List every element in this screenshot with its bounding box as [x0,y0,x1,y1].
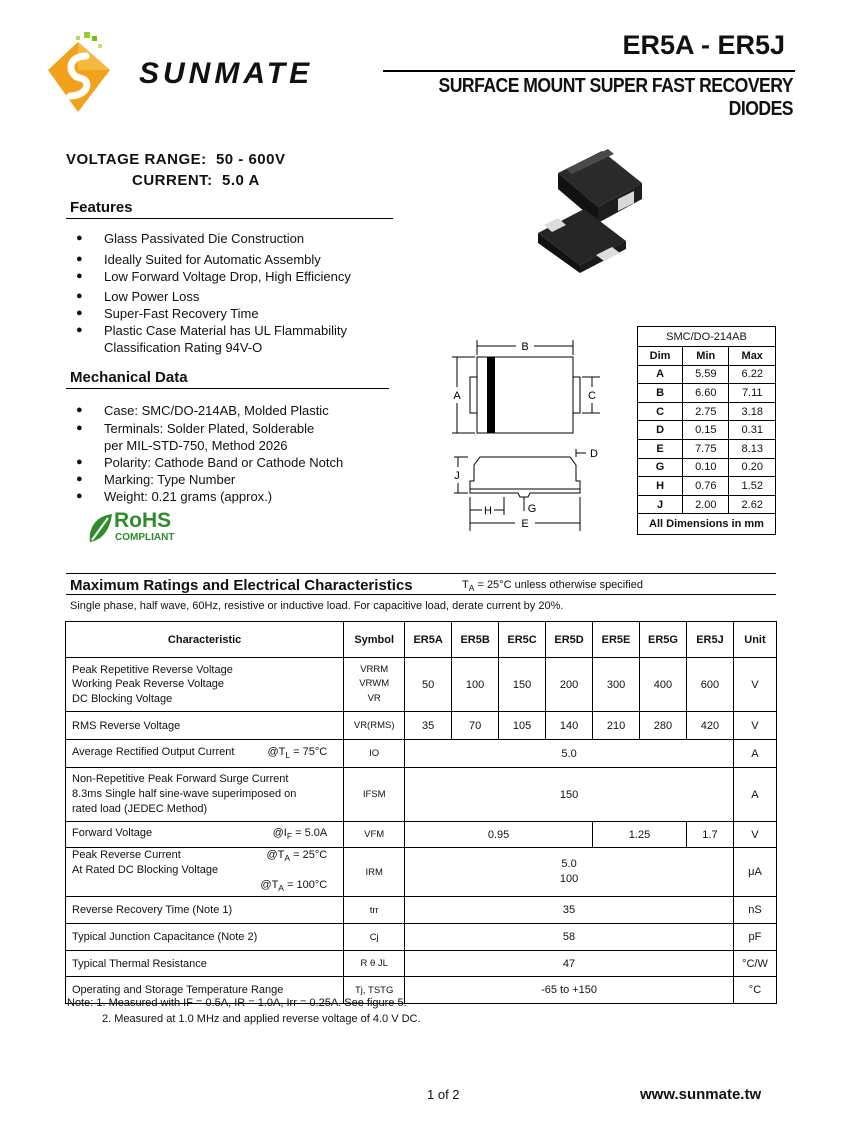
features-heading: Features [70,199,133,216]
product-image [530,145,650,275]
list-item: ● Plastic Case Material has UL Flammability [70,322,400,339]
current-rating: CURRENT: 5.0 A [132,172,260,189]
dim-label-d: D [590,448,598,460]
list-item: ● Glass Passivated Die Construction [70,230,400,247]
features-list [70,230,400,356]
table-row: A 5.59 6.22 [638,365,776,384]
rohs-compliant: COMPLIANT [115,532,175,543]
dim-header: Min [683,347,729,366]
table-row: Typical Junction Capacitance (Note 2) Cj 58 pF [66,924,777,951]
dim-label-c: C [588,390,596,402]
list-item: ● Marking: Type Number [70,471,400,488]
dim-label-h: H [484,505,492,517]
list-item: ● Super-Fast Recovery Time [70,305,400,322]
table-row: Peak Repetitive Reverse Voltage Working Peak Reverse Voltage DC Blocking Voltage VRRM VRWM VR 50 100 150 200 300 400 600 V [66,658,777,712]
table-row: Operating and Storage Temperature Range Tj, TSTG -65 to +150 °C [66,977,777,1004]
rohs-leaf-icon [86,512,114,544]
list-item: ● Weight: 0.21 grams (approx.) [70,488,400,505]
table-row: RMS Reverse Voltage VR(RMS) 35 70 105 140 210 280 420 V [66,712,777,740]
list-item: ● Low Forward Voltage Drop, High Efficiency [70,268,400,285]
table-header-row: Characteristic Symbol ER5A ER5B ER5C ER5D ER5E ER5G ER5J Unit [66,622,777,658]
table-row: C 2.75 3.18 [638,402,776,421]
note-1: Note: 1. Measured with IF = 0.5A, IR = 1.0A, Irr = 0.25A. See figure 5. [67,997,407,1009]
dim-label-a: A [453,390,461,402]
list-item: ● Polarity: Cathode Band or Cathode Notch [70,454,400,471]
list-item: ● Terminals: Solder Plated, Solderable [70,420,400,437]
voltage-range: VOLTAGE RANGE: 50 - 600V [66,151,286,168]
page-number: 1 of 2 [427,1087,460,1102]
cathode-band [487,357,495,433]
ratings-bottom-rule [66,594,776,595]
mechanical-list [70,402,400,505]
ratings-heading: Maximum Ratings and Electrical Characteristics [70,577,413,594]
table-row: Average Rectified Output Current $@T_L = 75^\circ C$ IO 5.0 A [66,740,777,768]
table-row: J 2.00 2.62 [638,495,776,514]
dim-table-footer: All Dimensions in mm [638,514,776,535]
dim-label-b: B [521,341,529,353]
list-item: ● Case: SMC/DO-214AB, Molded Plastic [70,402,400,419]
list-item-continued: Classification Rating 94V-O [104,340,263,355]
ratings-note: Single phase, half wave, 60Hz, resistive or inductive load. For capacitive load, derate current by 20%. [70,600,564,612]
mechanical-rule [66,388,389,389]
table-row: Reverse Recovery Time (Note 1) trr 35 nS [66,897,777,924]
list-item: ● Ideally Suited for Automatic Assembly [70,251,400,268]
table-row: Typical Thermal Resistance R θ JL 47 °C/W [66,951,777,977]
brand-logo-mark [48,32,140,122]
table-row: Non-Repetitive Peak Forward Surge Current 8.3ms Single half sine-wave superimposed on rated load (JEDEC Method) IFSM 150 A [66,768,777,822]
dim-header: Max [729,347,776,366]
table-row: G 0.10 0.20 [638,458,776,477]
title-divider [383,70,795,72]
dim-label-e: E [521,518,529,530]
dimension-table [637,326,776,535]
table-row: H 0.76 1.52 [638,477,776,496]
ratings-condition: $T_A = 25^\circ C$ unless otherwise specified [462,579,643,594]
table-row: Forward Voltage $@I_F = 5.0A$ VFM 0.95 1.25 1.7 V [66,822,777,848]
dim-label-g: G [527,503,537,515]
list-item-continued: per MIL-STD-750, Method 2026 [104,438,288,453]
dim-label-j: J [454,470,460,482]
page-subtitle: SURFACE MOUNT SUPER FAST RECOVERY DIODES [438,75,793,120]
mechanical-heading: Mechanical Data [70,369,188,386]
rohs-label: RoHS [114,509,172,532]
list-item: ● Low Power Loss [70,288,400,305]
package-outline-diagram [440,335,610,535]
page-title: ER5A - ER5J [622,30,785,60]
website-link[interactable]: www.sunmate.tw [640,1086,762,1103]
note-2: 2. Measured at 1.0 MHz and applied reverse voltage of 4.0 V DC. [102,1013,421,1025]
features-rule [66,218,393,219]
table-row: E 7.75 8.13 [638,439,776,458]
table-row: D 0.15 0.31 [638,421,776,440]
dim-table-title: SMC/DO-214AB [638,327,776,347]
ratings-table [65,621,777,1004]
ratings-top-rule [66,573,776,574]
table-row: Peak Reverse Current $@T_A = 25^\circ C$ At Rated DC Blocking Voltage $@T_A = 100^\circ C$ IRM 5.0 100 μA [66,848,777,897]
table-row: B 6.60 7.11 [638,384,776,403]
dim-header: Dim [638,347,683,366]
brand-logo-text: SUNMATE [139,57,314,90]
